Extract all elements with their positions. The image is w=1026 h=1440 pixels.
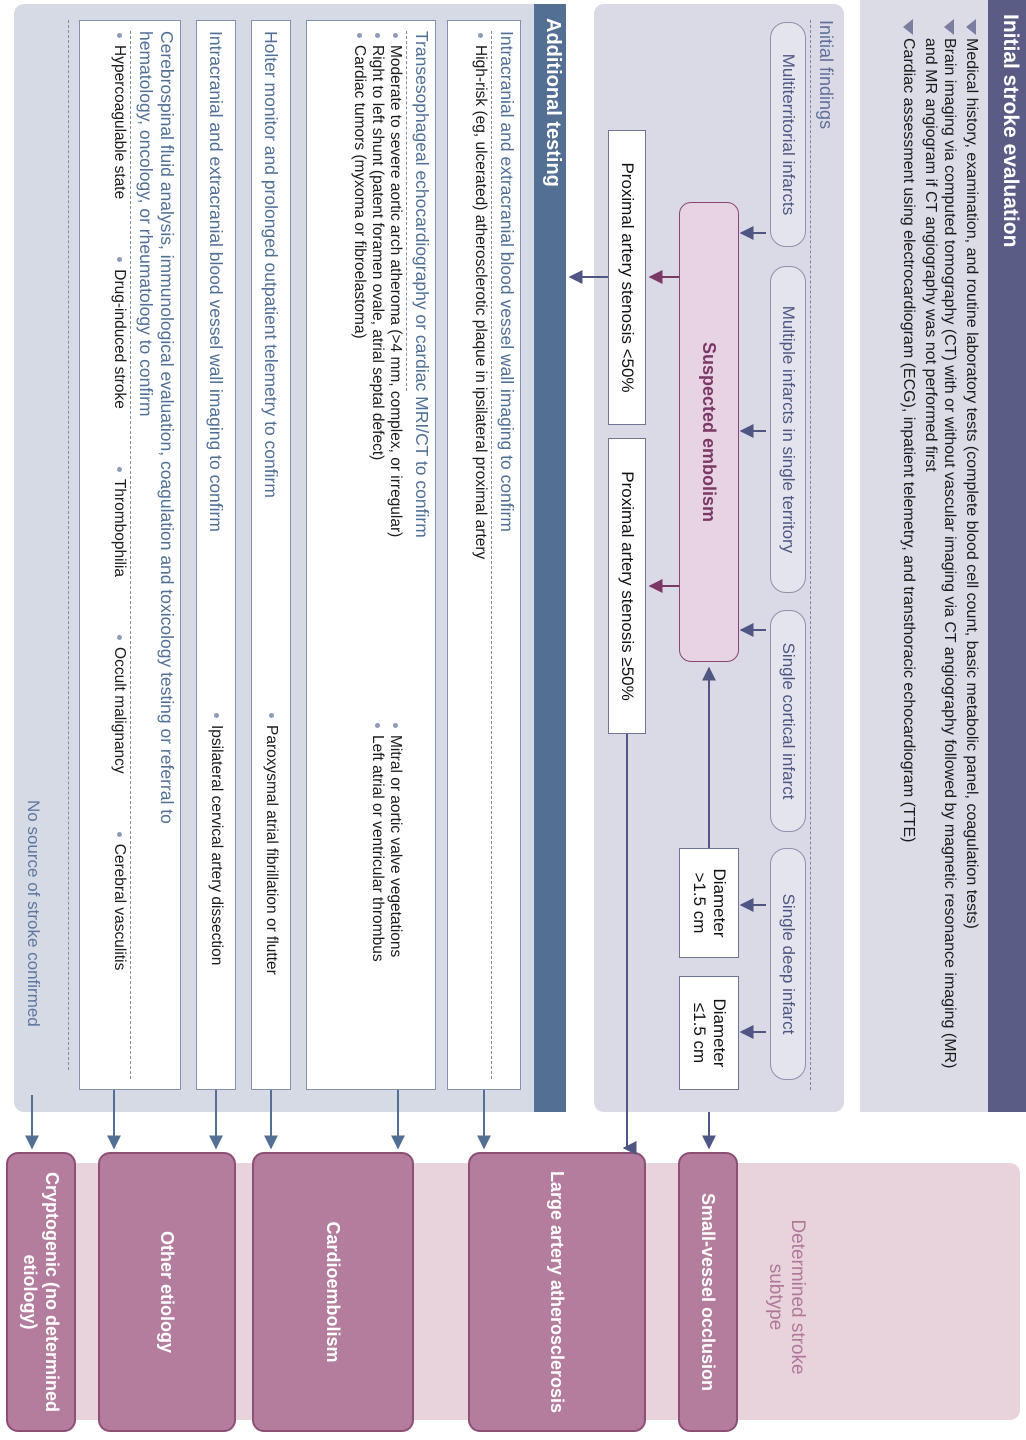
test-title: Cerebrospinal fluid analysis, immunological evaluation, coagulation and toxicology testing or referral to hematology, oncology, or rheumatology to confirm	[136, 31, 177, 824]
finding-single-cortical: Single cortical infarct	[770, 610, 806, 832]
determined-subtype-title: Determined stroke subtype	[765, 1219, 808, 1375]
test-item: Mitral or aortic valve vegetations	[386, 721, 404, 962]
evaluation-item: Medical history, examination, and routine laboratory tests (complete blood cell count, basic metabolic panel, coagulation tests)	[962, 16, 981, 1096]
diameter-le-box: Diameter ≤1.5 cm	[679, 976, 739, 1090]
test-title: Intracranial and extracranial blood vessel wall imaging to confirm	[497, 31, 517, 532]
test-item: Cerebral vasculitis	[110, 830, 128, 971]
test-item: Left atrial or ventricular thrombus	[368, 721, 386, 962]
diameter-gt-box: Diameter >1.5 cm	[679, 848, 739, 958]
finding-single-territory: Multiple infarcts in single territory	[770, 266, 806, 593]
subtype-large-artery: Large artery atherosclerosis	[468, 1152, 646, 1432]
stenosis-lt-box: Proximal artery stenosis <50%	[608, 130, 646, 425]
subtype-small-vessel: Small-vessel occlusion	[678, 1152, 738, 1432]
test-item: Thrombophilia	[110, 465, 128, 577]
stenosis-ge-box: Proximal artery stenosis ≥50%	[608, 438, 646, 734]
test-item: Drug-induced stroke	[110, 255, 128, 409]
subtype-cryptogenic: Cryptogenic (no determined etiology)	[6, 1152, 76, 1432]
test-item: Ipsilateral cervical artery dissection	[207, 711, 225, 965]
subtype-cardioembolism: Cardioembolism	[252, 1152, 414, 1432]
initial-evaluation-header: Initial stroke evaluation	[988, 0, 1026, 1112]
test-item: Hypercoagulable state	[110, 31, 128, 199]
test-item: Paroxysmal atrial fibrillation or flutter	[262, 711, 280, 975]
test-item: High-risk (eg, ulcerated) atherosclerotic plaque in ipsilateral proximal artery	[471, 31, 489, 1079]
evaluation-item: Cardiac assessment using electrocardiogram (ECG), inpatient telemetry, and transthoracic echocardiogram (TTE)	[899, 16, 918, 1096]
test-item: Cardiac tumors (myxoma or fibroelastoma)	[350, 31, 368, 721]
test-title: Holter monitor and prolonged outpatient telemetry to confirm	[261, 31, 282, 498]
test-item: Right to left shunt (patent foramen ovale, atrial septal defect)	[368, 31, 386, 721]
test-item: Occult malignancy	[110, 633, 128, 774]
test-item: Moderate to severe aortic arch atheroma (>4 mm, complex, or irregular)	[386, 31, 404, 721]
no-source-label: No source of stroke confirmed	[24, 800, 43, 1027]
arrow-stenosis-ge	[624, 734, 627, 1148]
evaluation-item: Brain imaging via computed tomography (CT) with or without vascular imaging via CT angiography followed by magnetic resonance imaging (MR) and MR angiogram if CT angiography was not performed first	[921, 16, 959, 1096]
test-title: Intracranial and extracranial blood vessel wall imaging to confirm	[206, 31, 227, 532]
finding-multiterritorial: Multiterritorial infarcts	[770, 22, 806, 247]
subtype-other: Other etiology	[98, 1152, 236, 1432]
finding-single-deep: Single deep infarct	[770, 848, 806, 1080]
initial-findings-title: Initial findings	[816, 20, 836, 130]
additional-testing-header: Additional testing	[534, 4, 566, 1112]
test-title: Transesophageal echocardiography or cardiac MRI/CT to confirm	[412, 31, 432, 538]
suspected-embolism-box: Suspected embolism	[679, 202, 739, 662]
